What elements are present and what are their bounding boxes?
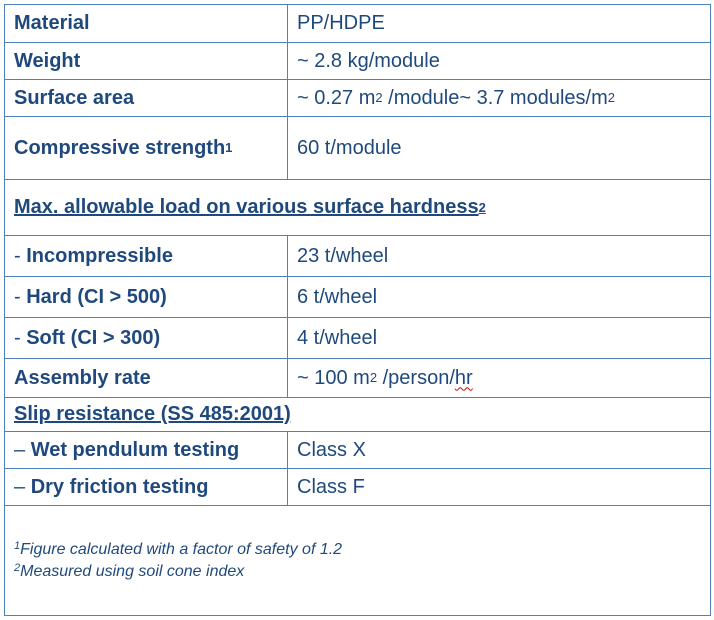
- footnote-1-text: Figure calculated with a factor of safety of 1.2: [20, 541, 343, 558]
- row-incompressible: [5, 236, 710, 277]
- surface-area-part-a: ~ 0.27 m: [297, 86, 376, 109]
- dry-label-text: Dry friction testing: [30, 475, 209, 498]
- label-hard: [5, 277, 287, 317]
- footnote-2-mark: 2: [14, 562, 21, 574]
- row-weight: [5, 43, 710, 80]
- hard-label-text: Hard (CI > 500): [26, 285, 167, 308]
- label-compressive-strength: Compressive strength 1: [14, 136, 233, 159]
- row-wet-pendulum: [5, 432, 710, 469]
- assembly-part-hr: hr: [454, 366, 473, 389]
- max-load-heading-text: Max. allowable load on various surface hardness: [14, 196, 479, 218]
- value-weight: ~ 2.8 kg/module: [287, 43, 710, 79]
- row-material: [5, 5, 710, 43]
- value-dry-friction: Class F: [287, 469, 710, 505]
- row-dry-friction: [5, 469, 710, 506]
- assembly-part-b: /person/: [377, 366, 455, 389]
- compressive-label-text: Compressive strength: [14, 136, 226, 159]
- wet-dash: –: [14, 438, 31, 461]
- row-max-load-heading: [5, 180, 710, 236]
- label-dry-friction: [5, 469, 287, 505]
- value-soft: 4 t/wheel: [287, 318, 710, 358]
- row-slip-heading: [5, 398, 710, 432]
- label-assembly-rate: Assembly rate: [14, 366, 151, 389]
- row-soft: [5, 318, 710, 359]
- row-assembly-rate: [5, 359, 710, 398]
- dry-dash: –: [14, 475, 31, 498]
- footnote-1: [14, 539, 342, 561]
- footnote-2-text: Measured using soil cone index: [20, 563, 245, 580]
- row-compressive-strength: [5, 117, 710, 180]
- value-incompressible: 23 t/wheel: [287, 236, 710, 276]
- label-incompressible: [5, 236, 287, 276]
- label-surface-area: Surface area: [14, 86, 135, 109]
- spec-table: [4, 4, 711, 616]
- assembly-part-a: ~ 100 m: [297, 366, 370, 389]
- surface-area-part-b: /module~ 3.7 modules/m: [382, 86, 608, 109]
- slip-resistance-heading: Slip resistance (SS 485:2001): [14, 403, 291, 425]
- incompressible-dash: -: [14, 244, 27, 267]
- value-compressive-strength: 60 t/module: [287, 117, 710, 179]
- footnote-2: [14, 561, 342, 583]
- soft-dash: -: [14, 326, 27, 349]
- value-material: PP/HDPE: [287, 5, 710, 42]
- max-load-heading: Max. allowable load on various surface hardness 2: [14, 196, 486, 218]
- row-hard: [5, 277, 710, 318]
- value-assembly-rate: ~ 100 m 2 /person/ hr: [287, 359, 710, 397]
- label-wet-pendulum: [5, 432, 287, 468]
- wet-label-text: Wet pendulum testing: [30, 438, 240, 461]
- footnotes: [14, 539, 342, 583]
- value-hard: 6 t/wheel: [287, 277, 710, 317]
- row-surface-area: [5, 80, 710, 117]
- hard-dash: -: [14, 285, 27, 308]
- label-weight: Weight: [14, 49, 81, 72]
- soft-label-text: Soft (CI > 300): [26, 326, 161, 349]
- footnote-1-mark: 1: [14, 540, 21, 552]
- incompressible-label-text: Incompressible: [26, 244, 173, 267]
- label-material: Material: [14, 12, 90, 34]
- value-surface-area: ~ 0.27 m 2 /module~ 3.7 modules/m 2: [287, 80, 710, 116]
- label-soft: [5, 318, 287, 358]
- value-wet-pendulum: Class X: [287, 432, 710, 468]
